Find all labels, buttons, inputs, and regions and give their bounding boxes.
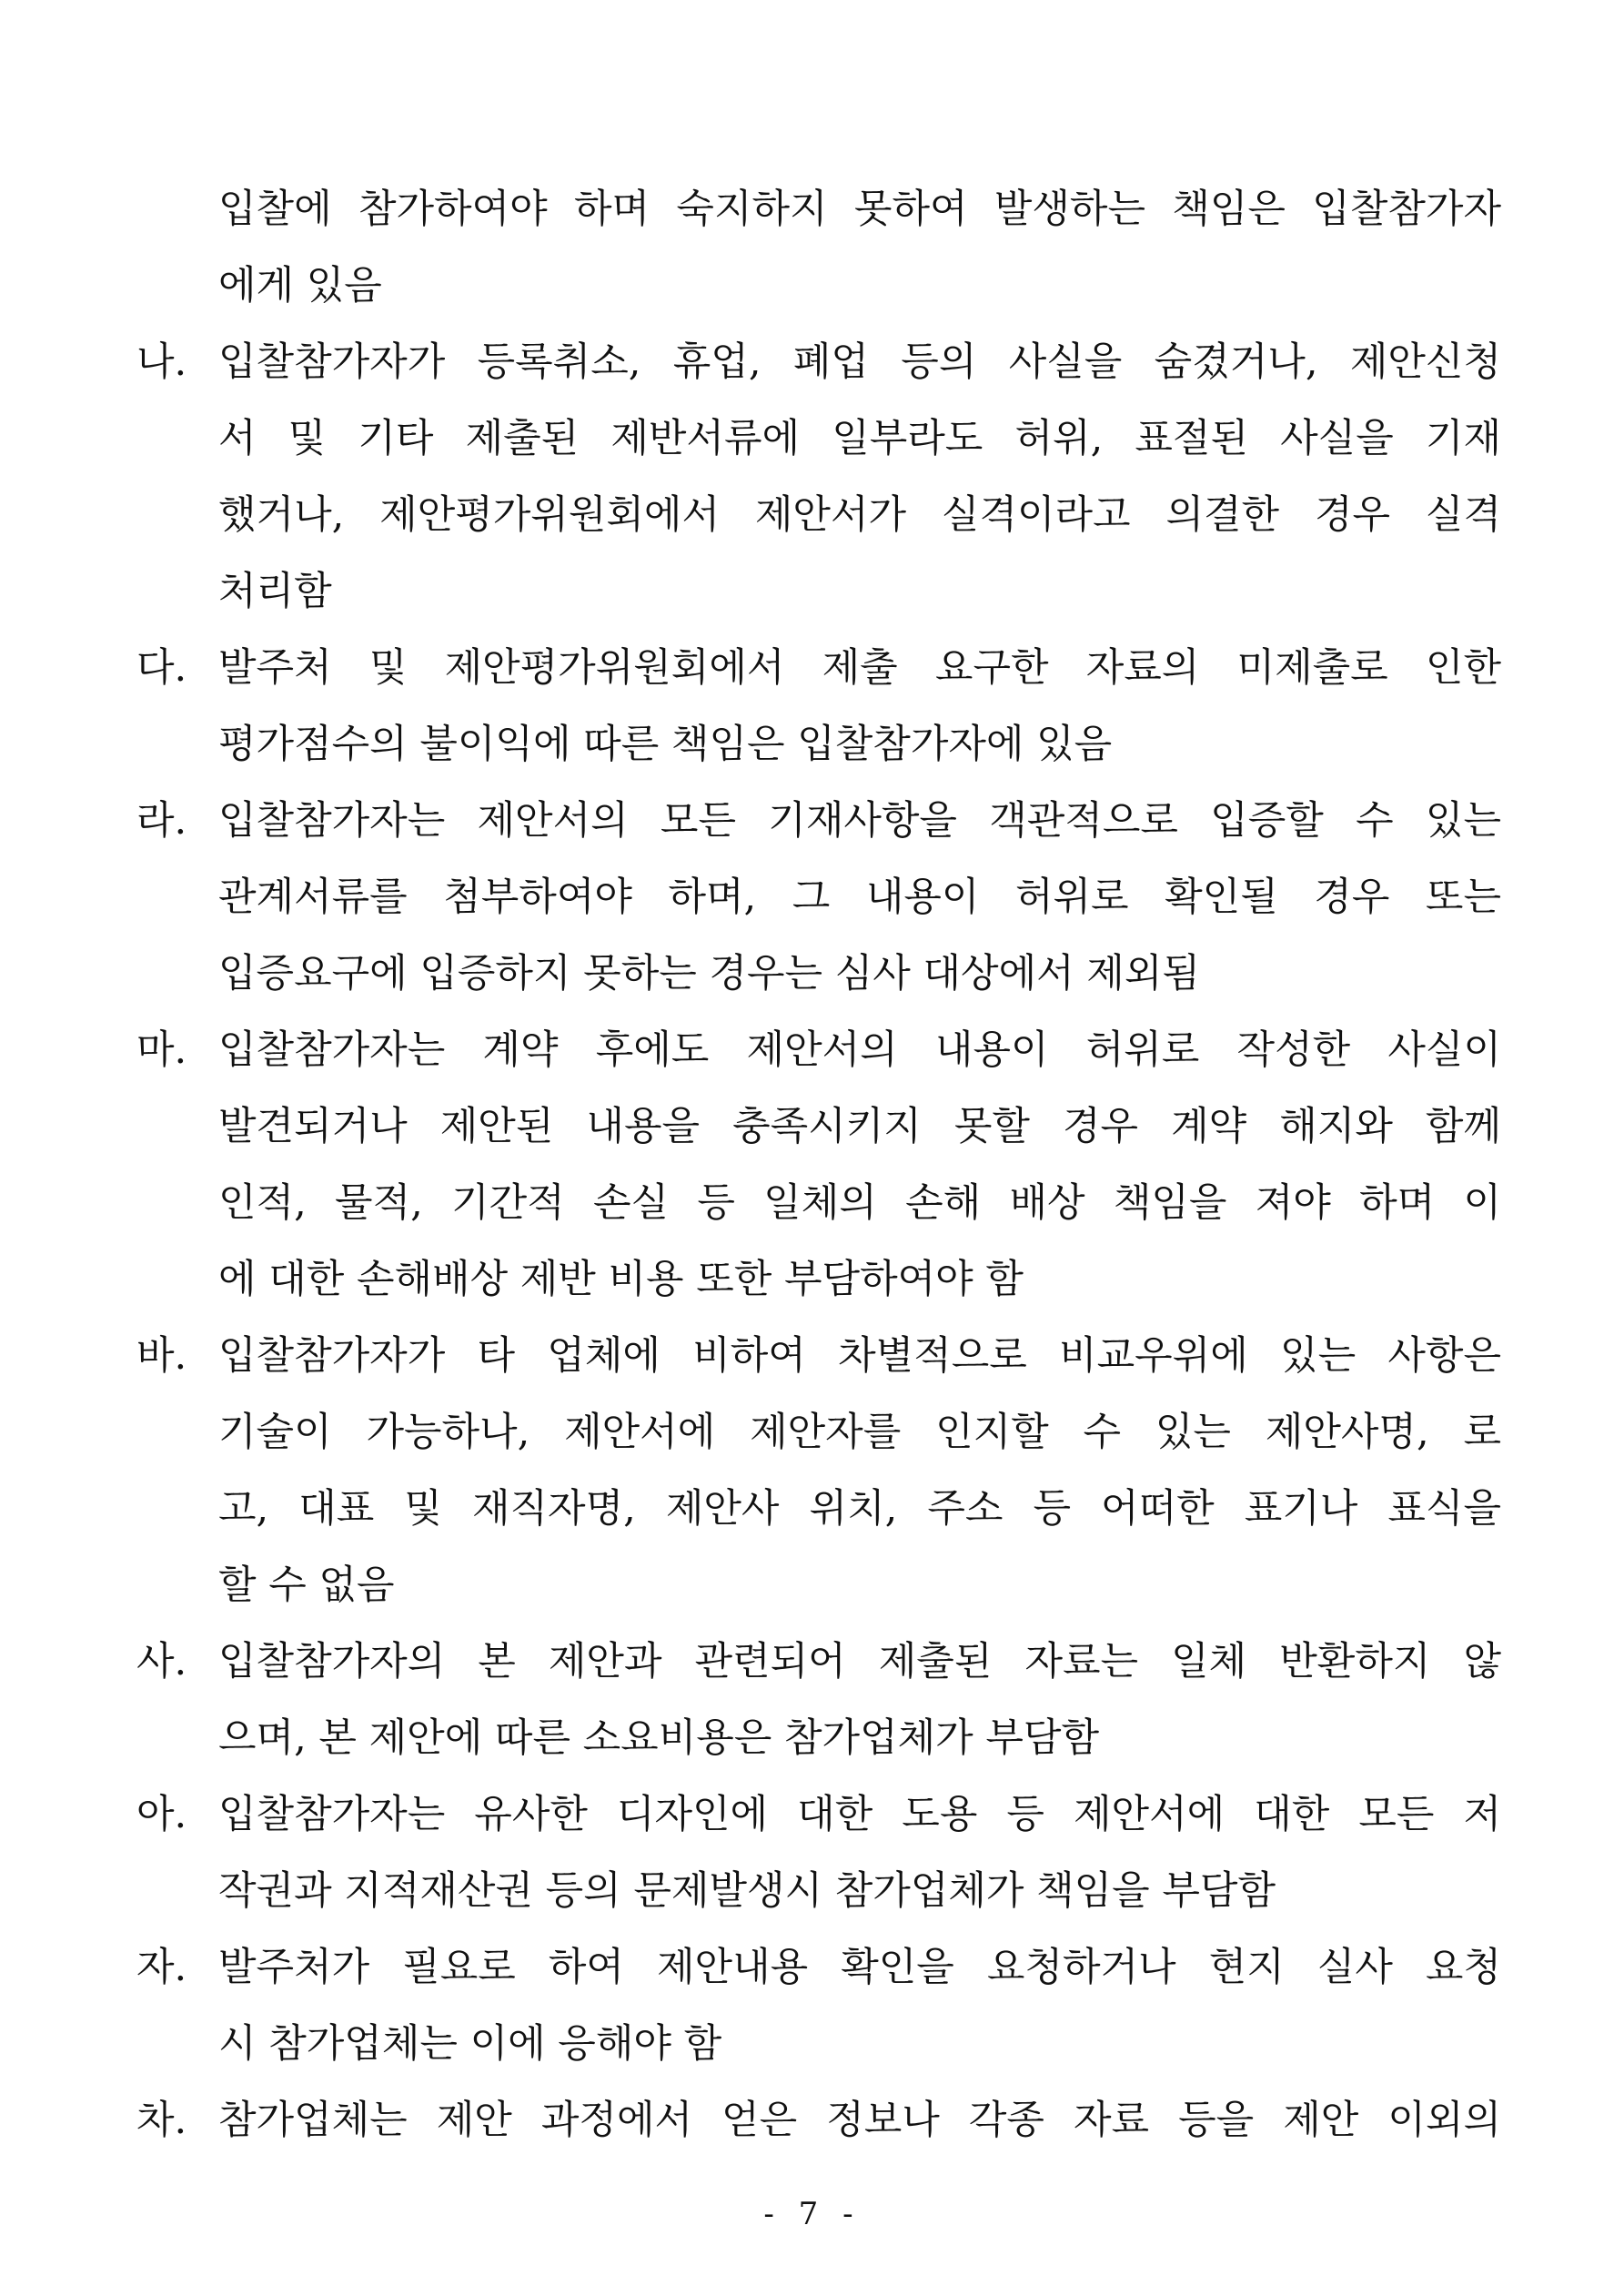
item-line: 관계서류를 첨부하여야 하며, 그 내용이 허위로 확인될 경우 또는 (218, 875, 1501, 920)
item-line: 할 수 없음 (218, 1563, 395, 1608)
item-line: 발견되거나 제안된 내용을 충족시키지 못할 경우 계약 해지와 함께 (218, 1104, 1501, 1149)
page-number: - 7 - (763, 2196, 861, 2232)
item-line: 으며, 본 제안에 따른 소요비용은 참가업체가 부담함 (218, 1715, 1099, 1761)
item-line: 입찰참가자는 유사한 디자인에 대한 도용 등 제안서에 대한 모든 저 (218, 1792, 1501, 1837)
item-marker: 나. (136, 339, 187, 385)
item-line: 했거나, 제안평가위원회에서 제안서가 실격이라고 의결한 경우 실격 (218, 492, 1501, 538)
item-line: 에 대한 손해배상 제반 비용 또한 부담하여야 함 (218, 1257, 1024, 1302)
item-line: 서 및 기타 제출된 제반서류에 일부라도 허위, 표절된 사실을 기재 (218, 416, 1501, 461)
item-line: 입찰참가자가 타 업체에 비하여 차별적으로 비교우위에 있는 사항은 (218, 1333, 1501, 1379)
item-marker: 다. (136, 645, 187, 691)
item-line: 시 참가업체는 이에 응해야 함 (218, 2021, 722, 2067)
item-marker: 마. (136, 1027, 187, 1073)
item-line: 입찰참가자가 등록취소, 휴업, 폐업 등의 사실을 숨겼거나, 제안신청 (218, 339, 1501, 385)
item-line: 참가업체는 제안 과정에서 얻은 정보나 각종 자료 등을 제안 이외의 (218, 2098, 1501, 2143)
item-marker: 차. (136, 2098, 187, 2143)
item-marker: 자. (136, 1945, 187, 1990)
item-marker: 바. (136, 1333, 187, 1379)
item-marker: 라. (136, 798, 187, 844)
item-marker: 사. (136, 1639, 187, 1684)
item-line: 작권과 지적재산권 등의 문제발생시 참가업체가 책임을 부담함 (218, 1868, 1276, 1914)
item-line: 발주처가 필요로 하여 제안내용 확인을 요청하거나 현지 실사 요청 (218, 1945, 1501, 1990)
item-line: 발주처 및 제안평가위원회에서 제출 요구한 자료의 미제출로 인한 (218, 645, 1501, 691)
item-line: 평가점수의 불이익에 따른 책임은 입찰참가자에 있음 (218, 722, 1113, 767)
item-line: 입찰참가자의 본 제안과 관련되어 제출된 자료는 일체 반환하지 않 (218, 1639, 1501, 1684)
intro-line-1: 입찰에 참가하여야 하며 숙지하지 못하여 발생하는 책임은 입찰참가자 (218, 187, 1501, 232)
item-marker: 아. (136, 1792, 187, 1837)
item-line: 입찰참가자는 계약 후에도 제안서의 내용이 허위로 작성한 사실이 (218, 1027, 1501, 1073)
item-line: 입증요구에 입증하지 못하는 경우는 심사 대상에서 제외됨 (218, 951, 1200, 996)
intro-line-2: 에게 있음 (218, 263, 382, 308)
item-line: 인적, 물적, 기간적 손실 등 일체의 손해 배상 책임을 져야 하며 이 (218, 1180, 1501, 1226)
item-line: 기술이 가능하나, 제안서에 제안자를 인지할 수 있는 제안사명, 로 (218, 1410, 1501, 1455)
item-line: 처리함 (218, 569, 332, 614)
item-line: 고, 대표 및 재직자명, 제안사 위치, 주소 등 어떠한 표기나 표식을 (218, 1486, 1501, 1532)
item-line: 입찰참가자는 제안서의 모든 기재사항을 객관적으로 입증할 수 있는 (218, 798, 1501, 844)
